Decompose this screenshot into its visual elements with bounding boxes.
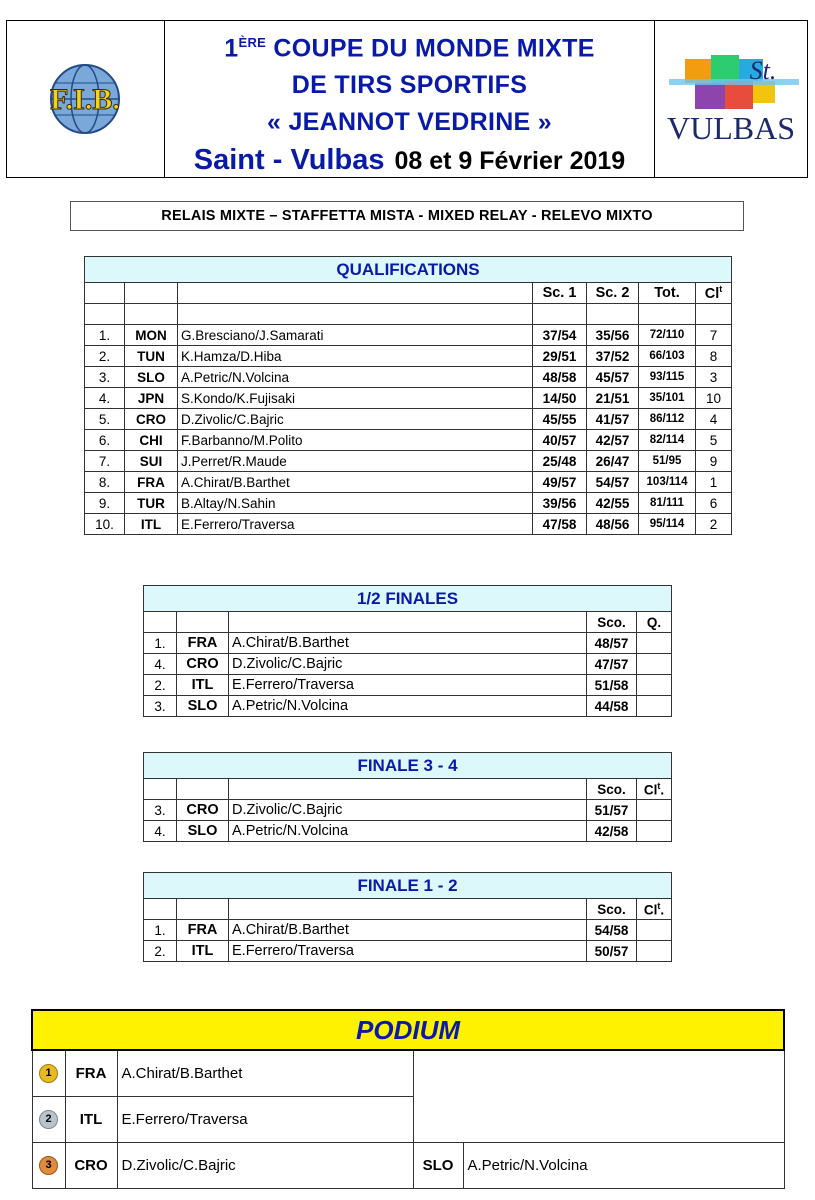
qualifications-title: QUALIFICATIONS	[85, 257, 732, 283]
title-line-3: « JEANNOT VEDRINE »	[267, 108, 552, 137]
table-row	[144, 633, 672, 654]
row-score-1: 45/55	[533, 409, 587, 430]
event-banner: RELAIS MIXTE – STAFFETTA MISTA - MIXED RELAY - RELEVO MIXTO	[70, 201, 744, 231]
table-row	[85, 346, 732, 367]
podium-bronze-row	[32, 1142, 784, 1188]
row-score-2: 42/55	[587, 493, 639, 514]
row-score: 47/57	[587, 654, 637, 675]
bronze-medal-icon: 3	[39, 1156, 58, 1175]
row-names: A.Chirat/B.Barthet	[229, 920, 587, 941]
row-names: K.Hamza/D.Hiba	[178, 346, 533, 367]
row-rank: 6.	[85, 430, 125, 451]
row-score: 50/57	[587, 941, 637, 962]
row-score: 54/58	[587, 920, 637, 941]
row-total: 35/101	[639, 388, 696, 409]
col-sco: Sco.	[587, 612, 637, 633]
title-line-2: DE TIRS SPORTIFS	[291, 71, 528, 100]
row-score: 51/58	[587, 675, 637, 696]
row-score-2: 45/57	[587, 367, 639, 388]
podium-table	[31, 1009, 785, 1189]
row-names: B.Altay/N.Sahin	[178, 493, 533, 514]
row-names: E.Ferrero/Traversa	[229, 941, 587, 962]
row-country: ITL	[125, 514, 178, 535]
row-score-1: 29/51	[533, 346, 587, 367]
row-score-1: 40/57	[533, 430, 587, 451]
row-rank: 9.	[85, 493, 125, 514]
row-names: A.Petric/N.Volcina	[178, 367, 533, 388]
row-rank: 7.	[85, 451, 125, 472]
podium-names: D.Zivolic/C.Bajric	[117, 1142, 413, 1188]
row-country: JPN	[125, 388, 178, 409]
podium-country-2: SLO	[413, 1142, 463, 1188]
col-sc1: Sc. 1	[533, 283, 587, 304]
row-rank: 4.	[85, 388, 125, 409]
podium-country: ITL	[65, 1096, 117, 1142]
row-total: 103/114	[639, 472, 696, 493]
semifinals-title: 1/2 FINALES	[144, 586, 672, 612]
title-block	[165, 21, 655, 177]
row-rank: 1.	[85, 325, 125, 346]
row-score-1: 37/54	[533, 325, 587, 346]
row-names: F.Barbanno/M.Polito	[178, 430, 533, 451]
row-score-2: 54/57	[587, 472, 639, 493]
qualifications-header-row	[85, 283, 732, 304]
row-total: 82/114	[639, 430, 696, 451]
podium-names: E.Ferrero/Traversa	[117, 1096, 413, 1142]
row-country: TUR	[125, 493, 178, 514]
row-country: CRO	[177, 800, 229, 821]
podium-names: A.Chirat/B.Barthet	[117, 1050, 413, 1096]
podium-gold-row	[32, 1050, 784, 1096]
table-row	[85, 409, 732, 430]
row-score-1: 14/50	[533, 388, 587, 409]
row-classement: 8	[696, 346, 732, 367]
event-date: 08 et 9 Février 2019	[394, 147, 626, 176]
vulbas-logo-st: St.	[749, 56, 777, 85]
row-rank: 3.	[144, 800, 177, 821]
col-cl: Cl$^t$.	[637, 899, 672, 920]
row-score-2: 35/56	[587, 325, 639, 346]
row-country: SLO	[177, 821, 229, 842]
row-country: CRO	[125, 409, 178, 430]
row-extra	[637, 633, 672, 654]
row-rank: 4.	[144, 821, 177, 842]
row-rank: 1.	[144, 920, 177, 941]
row-country: SLO	[125, 367, 178, 388]
table-row	[85, 493, 732, 514]
podium-country: CRO	[65, 1142, 117, 1188]
final-34-table	[143, 752, 672, 842]
row-score-2: 48/56	[587, 514, 639, 535]
semifinals-table	[143, 585, 672, 717]
row-classement: 1	[696, 472, 732, 493]
row-classement: 4	[696, 409, 732, 430]
row-country: SUI	[125, 451, 178, 472]
col-cl: Cl$^t$.	[637, 779, 672, 800]
row-names: J.Perret/R.Maude	[178, 451, 533, 472]
row-names: A.Petric/N.Volcina	[229, 821, 587, 842]
row-rank: 5.	[85, 409, 125, 430]
row-classement: 3	[696, 367, 732, 388]
row-rank: 2.	[144, 941, 177, 962]
table-row	[85, 430, 732, 451]
row-extra	[637, 675, 672, 696]
row-country: FRA	[177, 633, 229, 654]
row-names: A.Chirat/B.Barthet	[178, 472, 533, 493]
fib-logo-cell	[7, 21, 165, 177]
row-country: FRA	[177, 920, 229, 941]
col-q: Q.	[637, 612, 672, 633]
row-country: ITL	[177, 675, 229, 696]
row-country: FRA	[125, 472, 178, 493]
col-cl: Cl$^t$	[696, 283, 732, 304]
row-extra	[637, 821, 672, 842]
row-names: G.Bresciano/J.Samarati	[178, 325, 533, 346]
row-total: 81/111	[639, 493, 696, 514]
table-row	[144, 821, 672, 842]
row-score-2: 42/57	[587, 430, 639, 451]
col-sco: Sco.	[587, 779, 637, 800]
silver-medal-icon: 2	[39, 1110, 58, 1129]
row-score-1: 25/48	[533, 451, 587, 472]
row-names: S.Kondo/K.Fujisaki	[178, 388, 533, 409]
podium-names-2: A.Petric/N.Volcina	[463, 1142, 784, 1188]
row-country: SLO	[177, 696, 229, 717]
row-score-2: 26/47	[587, 451, 639, 472]
row-total: 51/95	[639, 451, 696, 472]
row-rank: 2.	[85, 346, 125, 367]
row-classement: 7	[696, 325, 732, 346]
final-34-header-row	[144, 779, 672, 800]
col-sco: Sco.	[587, 899, 637, 920]
row-score: 51/57	[587, 800, 637, 821]
row-names: A.Petric/N.Volcina	[229, 696, 587, 717]
row-extra	[637, 920, 672, 941]
place-date	[165, 141, 654, 180]
row-score: 44/58	[587, 696, 637, 717]
table-row	[144, 675, 672, 696]
final-12-header-row	[144, 899, 672, 920]
vulbas-logo-name: VULBAS	[666, 110, 796, 146]
row-classement: 6	[696, 493, 732, 514]
row-rank: 2.	[144, 675, 177, 696]
row-rank: 4.	[144, 654, 177, 675]
row-names: D.Zivolic/C.Bajric	[229, 800, 587, 821]
row-rank: 3.	[85, 367, 125, 388]
row-country: CHI	[125, 430, 178, 451]
row-names: D.Zivolic/C.Bajric	[229, 654, 587, 675]
title-line-1: 1ÈRE COUPE DU MONDE MIXTE	[224, 34, 595, 63]
row-country: CRO	[177, 654, 229, 675]
podium-title: PODIUM	[32, 1010, 784, 1050]
table-row	[144, 696, 672, 717]
qualifications-table	[84, 256, 732, 535]
final-12-table	[143, 872, 672, 962]
col-sc2: Sc. 2	[587, 283, 639, 304]
row-names: E.Ferrero/Traversa	[178, 514, 533, 535]
gold-medal-icon: 1	[39, 1064, 58, 1083]
row-score-1: 47/58	[533, 514, 587, 535]
place: Saint - Vulbas	[193, 144, 385, 177]
final-12-title: FINALE 1 - 2	[144, 873, 672, 899]
row-rank: 3.	[144, 696, 177, 717]
row-classement: 10	[696, 388, 732, 409]
row-score-2: 21/51	[587, 388, 639, 409]
row-total: 66/103	[639, 346, 696, 367]
row-score: 42/58	[587, 821, 637, 842]
document-header	[6, 20, 808, 178]
row-extra	[637, 941, 672, 962]
table-row	[144, 800, 672, 821]
row-country: MON	[125, 325, 178, 346]
fib-logo	[7, 21, 163, 177]
row-extra	[637, 696, 672, 717]
row-classement: 5	[696, 430, 732, 451]
row-score-2: 37/52	[587, 346, 639, 367]
row-score-2: 41/57	[587, 409, 639, 430]
row-score-1: 49/57	[533, 472, 587, 493]
table-row	[144, 920, 672, 941]
final-34-title: FINALE 3 - 4	[144, 753, 672, 779]
row-total: 93/115	[639, 367, 696, 388]
row-score: 48/57	[587, 633, 637, 654]
row-country: ITL	[177, 941, 229, 962]
col-tot: Tot.	[639, 283, 696, 304]
row-rank: 1.	[144, 633, 177, 654]
podium-country: FRA	[65, 1050, 117, 1096]
table-row	[85, 367, 732, 388]
row-names: E.Ferrero/Traversa	[229, 675, 587, 696]
row-score-1: 39/56	[533, 493, 587, 514]
row-extra	[637, 800, 672, 821]
table-row	[85, 472, 732, 493]
saint-vulbas-logo	[655, 21, 805, 177]
row-names: D.Zivolic/C.Bajric	[178, 409, 533, 430]
row-rank: 8.	[85, 472, 125, 493]
row-total: 72/110	[639, 325, 696, 346]
table-row	[144, 941, 672, 962]
table-row	[85, 388, 732, 409]
row-classement: 9	[696, 451, 732, 472]
row-extra	[637, 654, 672, 675]
fib-logo-text: F.I.B.	[50, 83, 120, 116]
row-total: 86/112	[639, 409, 696, 430]
semifinals-header-row	[144, 612, 672, 633]
row-rank: 10.	[85, 514, 125, 535]
row-country: TUN	[125, 346, 178, 367]
table-row	[85, 325, 732, 346]
table-row	[85, 451, 732, 472]
table-row	[85, 514, 732, 535]
row-classement: 2	[696, 514, 732, 535]
vulbas-logo-cell	[655, 21, 807, 177]
row-names: A.Chirat/B.Barthet	[229, 633, 587, 654]
table-row	[144, 654, 672, 675]
qualifications-spacer-row	[85, 304, 732, 325]
row-total: 95/114	[639, 514, 696, 535]
row-score-1: 48/58	[533, 367, 587, 388]
